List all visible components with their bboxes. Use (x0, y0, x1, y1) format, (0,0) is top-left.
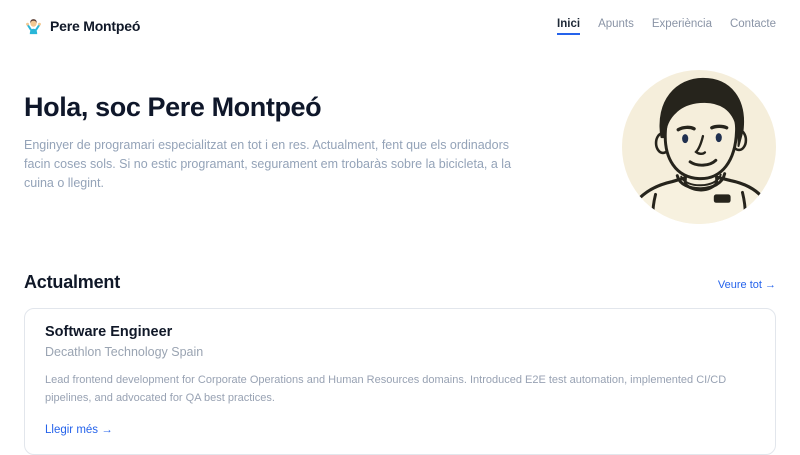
read-more-link[interactable]: Llegir més → (45, 423, 113, 436)
hero-description: Enginyer de programari especialitzat en tot i en res. Actualment, fent que els ordinadors facin coses sols. Si no estic programant, segurament em trobaràs sobre la bicicleta, a la cuina o llegint. (24, 138, 512, 191)
site-logo[interactable] (24, 17, 140, 36)
hero-text-block (24, 68, 536, 193)
avatar (620, 68, 778, 226)
job-description: Lead frontend development for Corporate Operations and Human Resources domains. Introduced E2E test automation, implemented CI/CD pipelines, and advocated for QA best practices. (45, 374, 727, 404)
company-name: Decathlon Technology Spain (45, 345, 204, 359)
experience-card (24, 308, 776, 455)
main-nav (557, 18, 776, 35)
job-title: Software Engineer (45, 324, 173, 340)
nav-link-contacte[interactable]: Contacte (729, 17, 776, 30)
nav-link-experiencia[interactable]: Experiència (651, 17, 712, 30)
current-section-header (0, 272, 800, 293)
hero-section (0, 68, 800, 226)
man-portrait-illustration-icon (620, 68, 778, 226)
nav-link-apunts[interactable]: Apunts (598, 17, 634, 30)
nav-link-inici[interactable]: Inici (557, 18, 580, 35)
person-shrugging-emoji-icon (24, 17, 43, 36)
see-all-link[interactable]: Veure tot → (717, 279, 776, 291)
hero-title: Hola, soc Pere Montpeó (24, 92, 322, 122)
logo-text: Pere Montpeó (50, 18, 141, 34)
site-header (0, 0, 800, 52)
section-title: Actualment (24, 272, 121, 292)
